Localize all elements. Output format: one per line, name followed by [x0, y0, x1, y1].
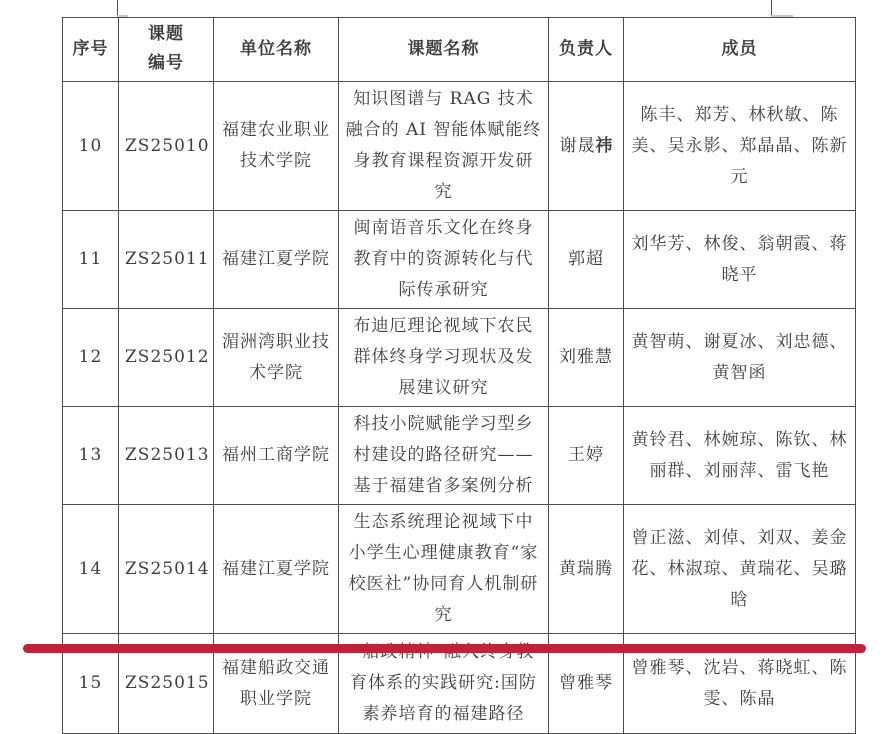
header-label: 课题编号: [148, 24, 184, 73]
header-leader: [549, 18, 624, 82]
cell-serial-number: 13: [63, 407, 119, 505]
cell-serial-number: 14: [63, 505, 119, 634]
cell-project-code: ZS25011: [119, 211, 214, 309]
cell-project-code: ZS25013: [119, 407, 214, 505]
cell-project-code: ZS25015: [119, 634, 214, 734]
header-label: 序号: [72, 39, 109, 59]
cell-unit-name: 福建江夏学院: [214, 505, 339, 634]
cell-project-title: 科技小院赋能学习型乡村建设的路径研究——基于福建省多案例分析: [339, 407, 549, 505]
cell-members: 陈丰、郑芳、林秋敏、陈美、吴永影、郑晶晶、陈新元: [624, 82, 856, 211]
red-underline-bar: [23, 644, 866, 653]
header-project-code: [119, 18, 214, 82]
table-row: [63, 407, 856, 505]
header-label: 负责人: [559, 39, 613, 59]
cell-members: 黄智萌、谢夏冰、刘忠德、黄智函: [624, 309, 856, 407]
cell-project-title: 闽南语音乐文化在终身教育中的资源转化与代际传承研究: [339, 211, 549, 309]
header-project-title: [339, 18, 549, 82]
cell-unit-name: 湄洲湾职业技术学院: [214, 309, 339, 407]
cell-project-title: 布迪厄理论视域下农民群体终身学习现状及发展建议研究: [339, 309, 549, 407]
cell-project-code: ZS25010: [119, 82, 214, 211]
cell-members: 曾正滋、刘倬、刘双、姜金花、林淑琼、黄瑞花、吴璐晗: [624, 505, 856, 634]
table-row: [63, 211, 856, 309]
header-label: 成员: [721, 39, 758, 59]
header-members: [624, 18, 856, 82]
cell-leader: 王婷: [549, 407, 624, 505]
header-label: 单位名称: [240, 39, 312, 59]
header-serial-number: [63, 18, 119, 82]
cell-serial-number: 10: [63, 82, 119, 211]
projects-table: [62, 17, 856, 734]
cell-leader: 刘雅慧: [549, 309, 624, 407]
table-row: [63, 309, 856, 407]
cell-unit-name: 福州工商学院: [214, 407, 339, 505]
cell-members: 曾雅琴、沈岩、蒋晓虹、陈雯、陈晶: [624, 634, 856, 734]
cell-members: 刘华芳、林俊、翁朝霞、蒋晓平: [624, 211, 856, 309]
cell-unit-name: 福建船政交通职业学院: [214, 634, 339, 734]
cell-project-code: ZS25012: [119, 309, 214, 407]
cell-unit-name: 福建江夏学院: [214, 211, 339, 309]
table-row: [63, 505, 856, 634]
crop-remnant-line: [771, 0, 772, 16]
cell-leader: 郭超: [549, 211, 624, 309]
cell-project-title: 育体系的实践研究:国防素养培育的福建路径: [339, 634, 549, 734]
cell-project-title: 知识图谱与 RAG 技术融合的 AI 智能体赋能终身教育课程资源开发研究: [339, 82, 549, 211]
cell-members: 黄铃君、林婉琼、陈钦、林丽群、刘丽萍、雷飞艳: [624, 407, 856, 505]
cell-serial-number: 12: [63, 309, 119, 407]
cell-leader: 曾雅琴: [549, 634, 624, 734]
table-header-row: [63, 18, 856, 82]
crop-remnant-line: [117, 0, 118, 16]
cell-serial-number: 11: [63, 211, 119, 309]
cell-unit-name: 福建农业职业技术学院: [214, 82, 339, 211]
cell-leader: 谢晟祎: [549, 82, 624, 211]
header-unit-name: [214, 18, 339, 82]
table-row: [63, 82, 856, 211]
cell-project-code: ZS25014: [119, 505, 214, 634]
cell-leader: 黄瑞腾: [549, 505, 624, 634]
header-label: 课题名称: [407, 39, 480, 59]
cell-project-title: 生态系统理论视域下中小学生心理健康教育“家校医社”协同育人机制研究: [339, 505, 549, 634]
cell-serial-number: 15: [63, 634, 119, 734]
